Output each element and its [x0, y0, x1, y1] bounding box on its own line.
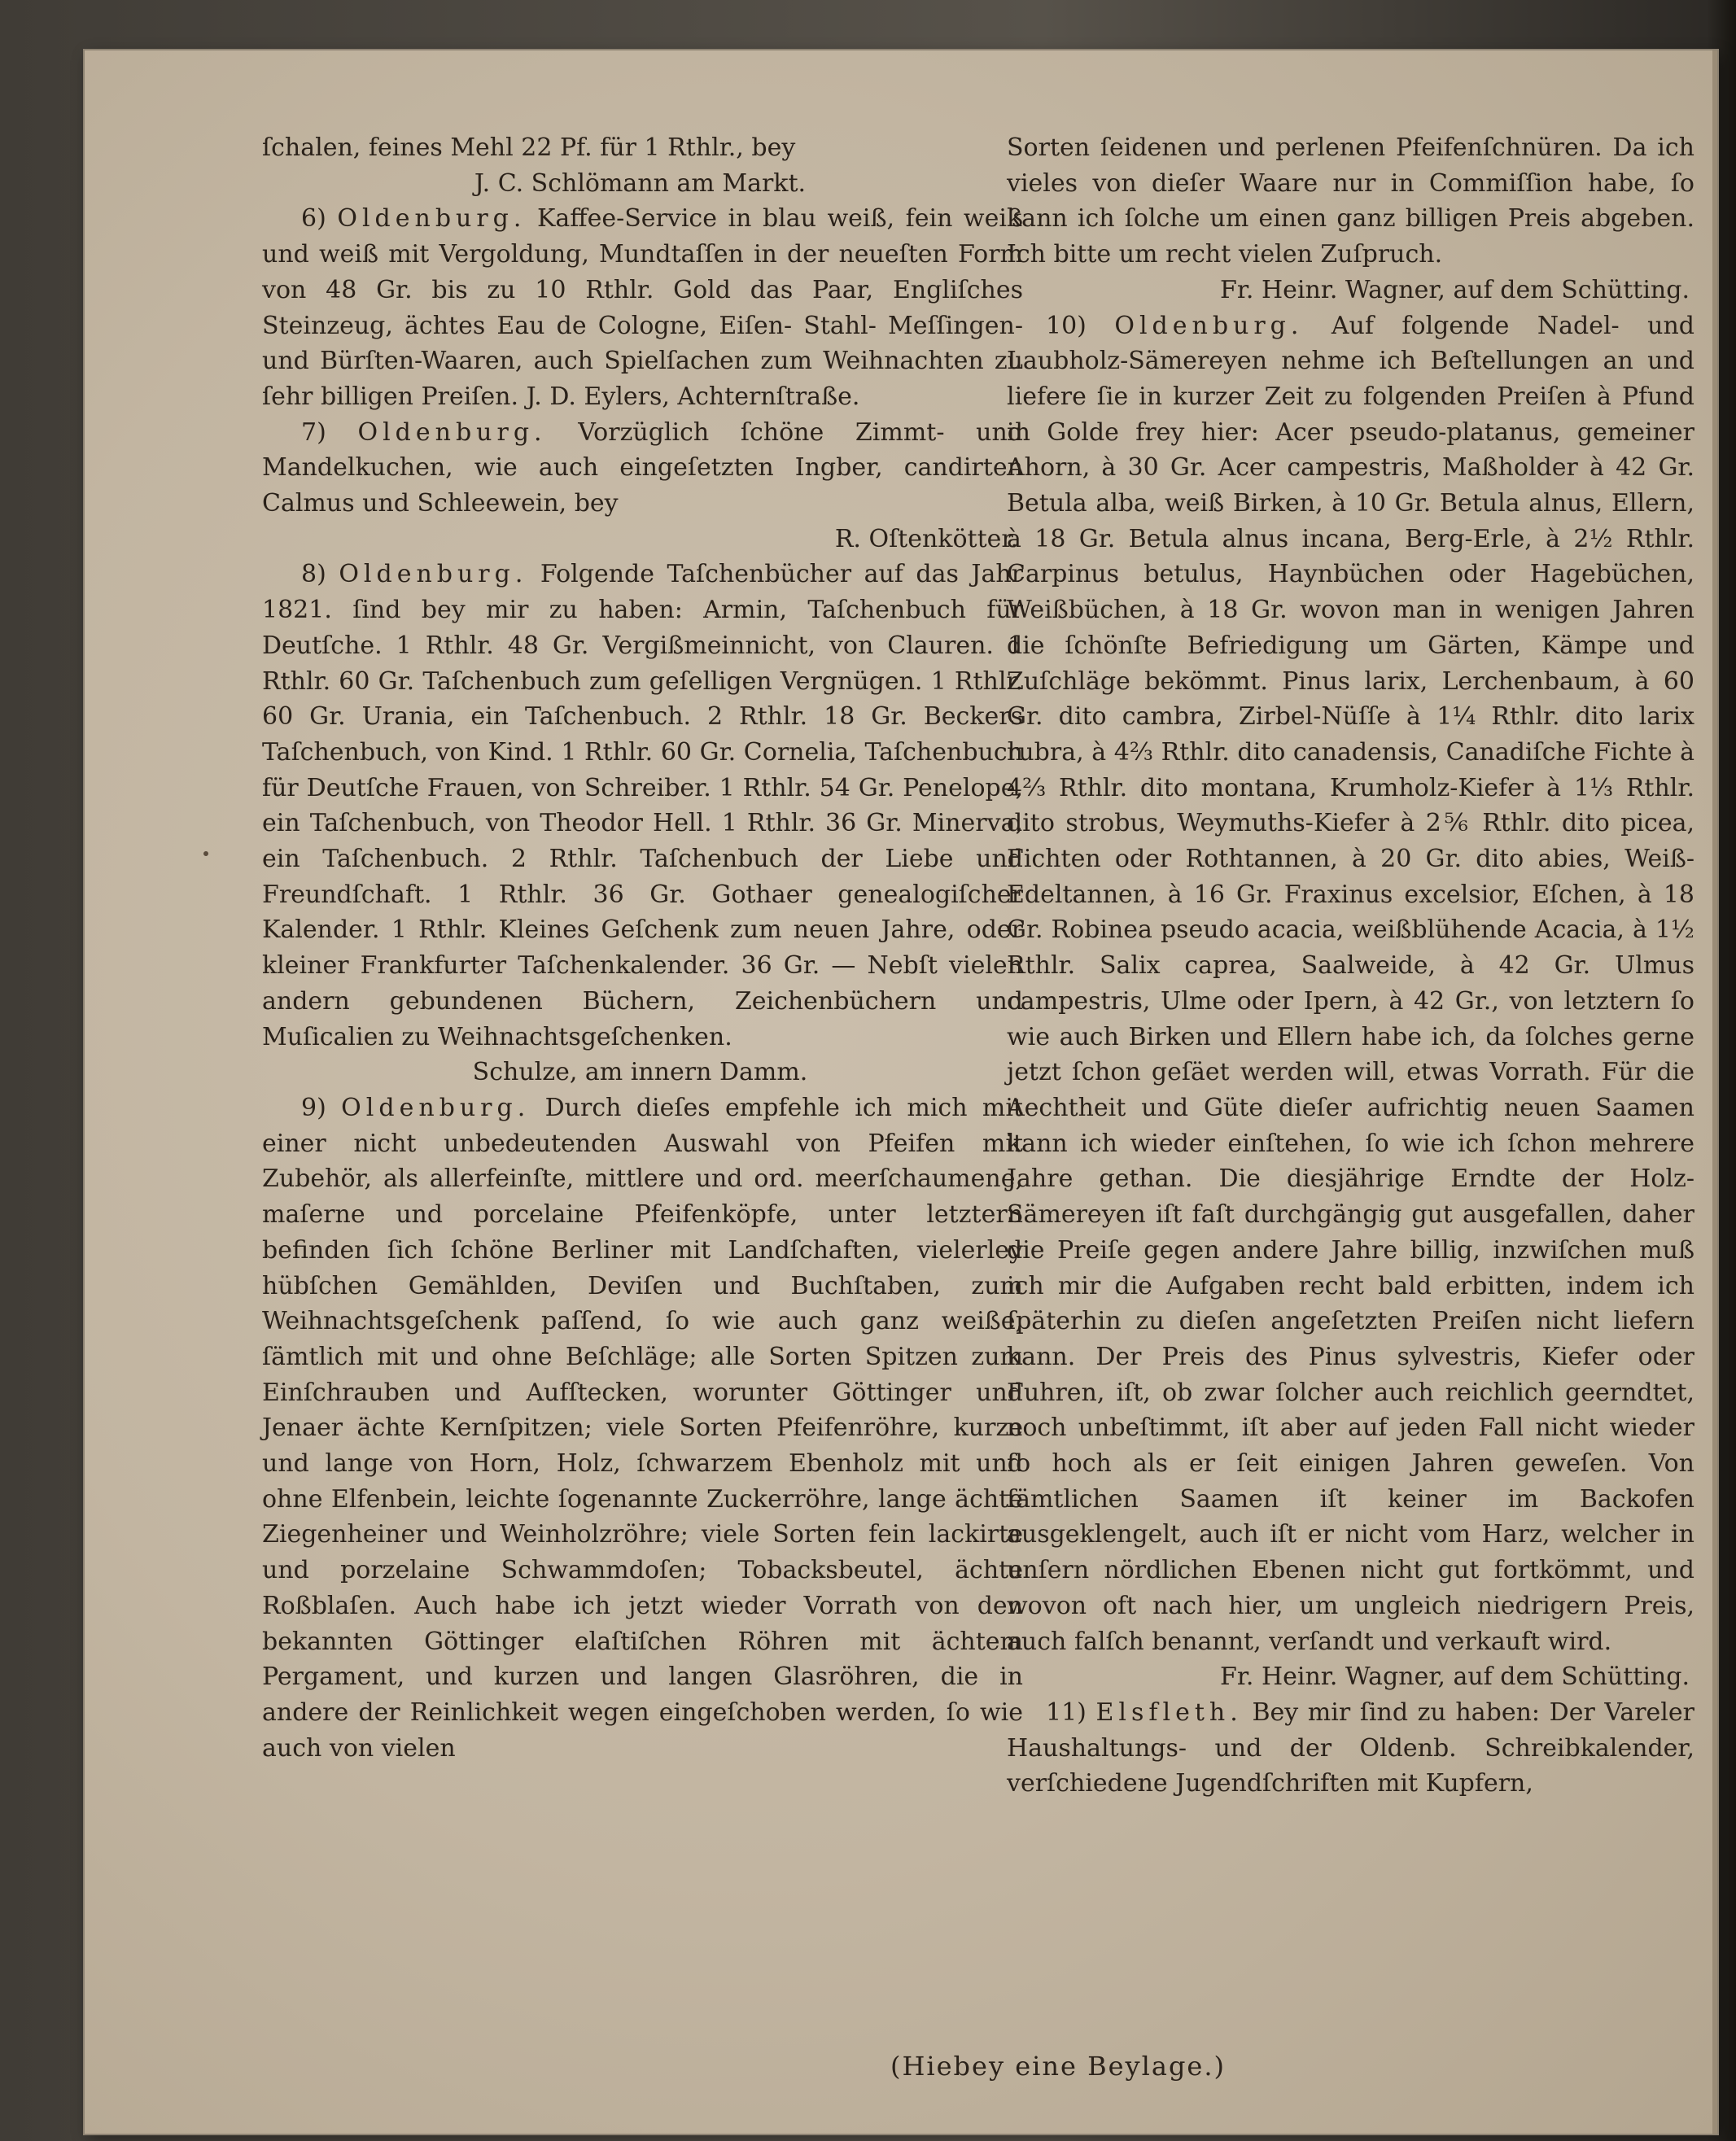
advert-10-place: Oldenburg. — [1114, 311, 1304, 340]
opening-text: ſchalen, feines Mehl 22 Pf. für 1 Rthlr., bey — [262, 133, 796, 162]
continuation-signature: Fr. Heinr. Wagner, auf dem Schütting. — [1220, 275, 1690, 304]
advert-8-signature: Schulze, am innern Damm. — [472, 1058, 808, 1087]
advert-7 — [262, 415, 1023, 522]
advert-10 — [1007, 308, 1694, 1660]
left-column — [262, 130, 1023, 1766]
advert-9 — [262, 1090, 1023, 1766]
advert-11-number: 11) — [1046, 1698, 1087, 1727]
advert-10-signature: Fr. Heinr. Wagner, auf dem Schütting. — [1220, 1663, 1690, 1692]
advert-9-text: Durch dieſes empfehle ich mich mit einer nicht unbedeutenden Auswahl von Pfeifen mit Zubehör, als allerfeinſte, mittlere und ord. meerſchaumene, maſerne und porcelaine Pfeifenköpfe, unter letztern befinden ſich ſchöne Berliner mit Landſchaften, vielerley hübſchen Gemählden, Deviſen und Buchſtaben, zum Weihnachtsgeſchenk paſſend, ſo wie auch ganz weiße, ſämtlich mit und ohne Beſchläge; alle Sorten Spitzen zum Einſchrauben und Aufſtecken, worunter Göttinger und Jenaer ächte Kernſpitzen; viele Sorten Pfeifenröhre, kurze und lange von Horn, Holz, ſchwarzem Ebenholz mit und ohne Elfenbein, leichte ſogenannte Zuckerröhre, lange ächte Ziegenheiner und Weinholzröhre; viele Sorten fein lackirte und porzelaine Schwammdoſen; Tobacksbeutel, ächte Roßblaſen. Auch habe ich jetzt wieder Vorrath von den bekannten Göttinger elaſtiſchen Röhren mit ächtem Pergament, und kurzen und langen Glasröhren, die in andere der Reinlichkeit wegen eingeſchoben werden, ſo wie auch von vielen — [262, 1093, 1023, 1763]
opening-signature: J. C. Schlömann am Markt. — [474, 168, 807, 198]
advert-8-place: Oldenburg. — [339, 560, 528, 589]
advert-11-text: Bey mir ſind zu haben: Der Vareler Haushaltungs- und der Oldenb. Schreibkalender, verſchiedene Jugendſchriften mit Kupfern, — [1007, 1698, 1694, 1798]
advert-10-number: 10) — [1046, 311, 1087, 340]
advert-9-number: 9) — [301, 1093, 326, 1122]
advert-6-signature: J. D. Eylers, Achternſtraße. — [526, 382, 860, 411]
advert-6-number: 6) — [301, 204, 326, 234]
advert-8 — [262, 557, 1023, 1055]
advert-6 — [262, 201, 1023, 414]
advert-11 — [1007, 1695, 1694, 1802]
advert-7-number: 7) — [301, 417, 326, 447]
margin-mark — [203, 851, 208, 856]
advert-7-signature: R. Oſtenkötter. — [834, 524, 1018, 553]
advert-9-place: Oldenburg. — [341, 1093, 531, 1122]
advert-11-place: Elsfleth. — [1095, 1698, 1243, 1727]
supplement-note: (Hiebey eine Beylage.) — [890, 2051, 1227, 2082]
continuation-text: Sorten ſeidenen und perlenen Pfeifenſchnüren. Da ich vieles von dieſer Waare nur in Commiſſion habe, ſo kann ich ſolche um einen ganz billigen Preis abgeben. Ich bitte um recht vielen Zuſpruch. — [1007, 133, 1694, 269]
right-column — [1007, 130, 1694, 1802]
advert-6-text: Kaffee-Service in blau weiß, fein weiß und weiß mit Vergoldung, Mundtaſſen in der neueſten Form von 48 Gr. bis zu 10 Rthlr. Gold das Paar, Engliſches Steinzeug, ächtes Eau de Cologne, Eiſen- Stahl- Meſſingen- und Bürſten-Waaren, auch Spielſachen zum Weihnachten zu ſehr billigen Preiſen. — [262, 204, 1024, 411]
advert-7-text: Vorzüglich ſchöne Zimmt- und Mandelkuchen, wie auch eingeſetzten Ingber, candirten Calmus und Schleewein, bey — [262, 417, 1023, 518]
advert-6-place: Oldenburg. — [337, 204, 527, 234]
advert-8-number: 8) — [301, 560, 326, 589]
advert-7-place: Oldenburg. — [357, 417, 547, 447]
advert-10-text: Auf folgende Nadel- und Laubholz-Sämereyen nehme ich Beſtellungen an und liefere ſie in kurzer Zeit zu folgenden Preiſen à Pfund in Golde frey hier: Acer pseudo-platanus, gemeiner Ahorn, à 30 Gr. Acer campestris, Maßholder à 42 Gr. Betula alba, weiß Birken, à 10 Gr. Betula alnus, Ellern, à 18 Gr. Betula alnus incana, Berg-Erle, à 2½ Rthlr. Carpinus betulus, Haynbüchen oder Hagebüchen, Weißbüchen, à 18 Gr. wovon man in wenigen Jahren die ſchönſte Befriedigung um Gärten, Kämpe und Zuſchläge bekömmt. Pinus larix, Lerchenbaum, à 60 Gr. dito cambra, Zirbel-Nüſſe à 1¼ Rthlr. dito larix rubra, à 4⅔ Rthlr. dito canadensis, Canadiſche Fichte à 4⅔ Rthlr. dito montana, Krumholz-Kiefer à 1⅓ Rthlr. dito strobus, Weymuths-Kiefer à 2⅚ Rthlr. dito picea, Fichten oder Rothtannen, à 20 Gr. dito abies, Weiß-Edeltannen, à 16 Gr. Fraxinus excelsior, Eſchen, à 18 Gr. Robinea pseudo acacia, weißblühende Acacia, à 1½ Rthlr. Salix caprea, Saalweide, à 42 Gr. Ulmus campestris, Ulme oder Ipern, à 42 Gr., von letztern ſo wie auch Birken und Ellern habe ich, da ſolches gerne jetzt ſchon geſäet werden will, etwas Vorrath. Für die Aechtheit und Güte dieſer aufrichtig neuen Saamen kann ich wieder einſtehen, ſo wie ich ſchon mehrere Jahre gethan. Die diesjährige Erndte der Holz-Sämereyen iſt faſt durchgängig gut ausgefallen, daher die Preiſe gegen andere Jahre billig, inzwiſchen muß ich mir die Aufgaben recht bald erbitten, indem ich ſpäterhin zu dieſen angeſetzten Preiſen nicht liefern kann. Der Preis des Pinus sylvestris, Kiefer oder Fuhren, iſt, ob zwar ſolcher auch reichlich geerndtet, noch unbeſtimmt, iſt aber auf jeden Fall nicht wieder ſo hoch als er ſeit einigen Jahren geweſen. Von ſämtlichen Saamen iſt keiner im Backofen ausgeklengelt, auch iſt er nicht vom Harz, welcher in unſern nördlichen Ebenen nicht gut fortkömmt, und wovon oft nach hier, um ungleich niedrigern Preis, auch falſch benannt, verſandt und verkauft wird. — [1007, 311, 1694, 1656]
advert-8-text: Folgende Taſchenbücher auf das Jahr 1821. ſind bey mir zu haben: Armin, Taſchenbuch für Deutſche. 1 Rthlr. 48 Gr. Vergißmeinnicht, von Clauren. 1 Rthlr. 60 Gr. Taſchenbuch zum geſelligen Vergnügen. 1 Rthlr. 60 Gr. Urania, ein Taſchenbuch. 2 Rthlr. 18 Gr. Beckers Taſchenbuch, von Kind. 1 Rthlr. 60 Gr. Cornelia, Taſchenbuch für Deutſche Frauen, von Schreiber. 1 Rthlr. 54 Gr. Penelope, ein Taſchenbuch, von Theodor Hell. 1 Rthlr. 36 Gr. Minerva, ein Taſchenbuch. 2 Rthlr. Taſchenbuch der Liebe und Freundſchaft. 1 Rthlr. 36 Gr. Gothaer genealogiſcher Kalender. 1 Rthlr. Kleines Geſchenk zum neuen Jahre, oder kleiner Frankfurter Taſchenkalender. 36 Gr. — Nebſt vielen andern gebundenen Büchern, Zeichenbüchern und Muſicalien zu Weihnachtsgeſchenken. — [262, 560, 1023, 1051]
